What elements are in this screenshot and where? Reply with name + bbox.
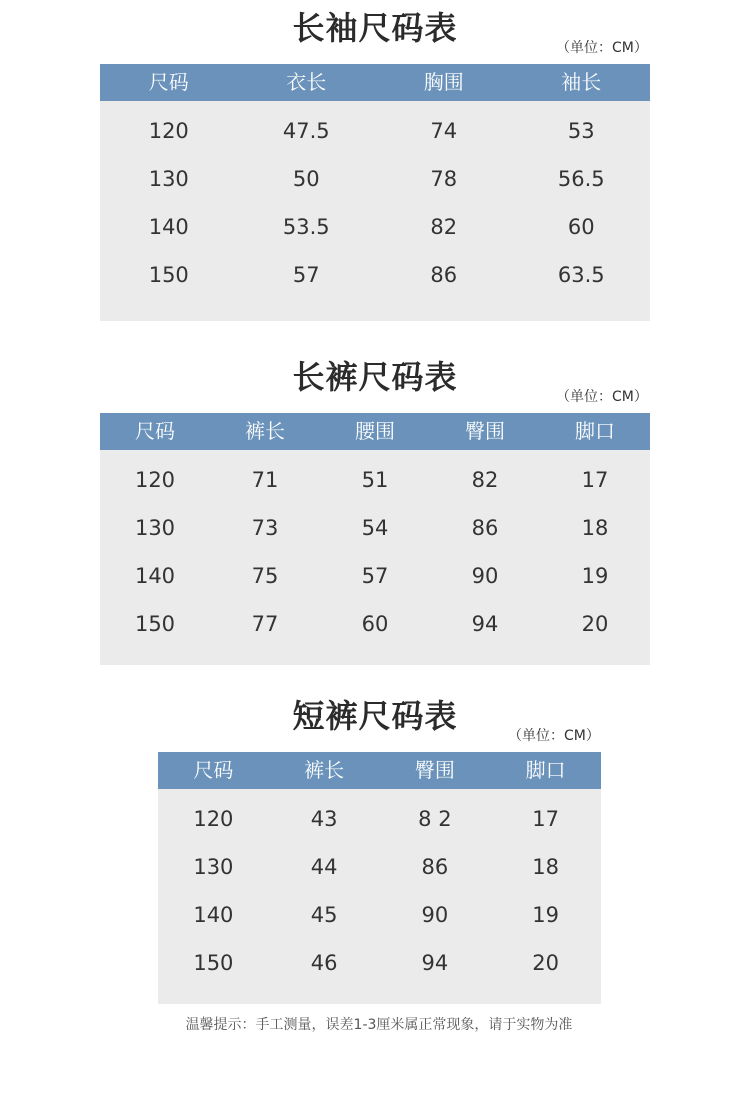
table-header-row	[158, 752, 601, 789]
table-cell: 74	[430, 119, 458, 143]
table-header-row	[100, 413, 650, 450]
table-cell: 18	[532, 855, 559, 879]
table-cell: 90	[421, 903, 449, 927]
table-cell: 86	[421, 855, 449, 879]
table-row	[158, 795, 601, 843]
header-cell: 臀围	[414, 758, 455, 782]
long-sleeve-unit: （单位：CM）	[556, 40, 648, 56]
table-cell: 82	[430, 215, 458, 239]
table-cell: 17	[532, 807, 559, 831]
table-cell: 120	[148, 119, 189, 143]
table-cell: 130	[148, 167, 189, 191]
table-cell: 50	[292, 167, 320, 191]
table-body	[100, 450, 650, 648]
shorts-unit: （单位：CM）	[508, 728, 600, 744]
long-pants-table	[100, 413, 650, 665]
long-pants-title: 长裤尺码表	[292, 358, 458, 396]
table-cell: 18	[581, 516, 609, 540]
table-cell: 120	[193, 807, 234, 831]
table-cell: 20	[581, 612, 609, 636]
table-row	[100, 107, 650, 155]
table-cell: 77	[251, 612, 279, 636]
table-body	[158, 789, 601, 987]
header-cell: 胸围	[423, 70, 464, 94]
table-cell: 53.5	[282, 215, 330, 239]
table-cell: 17	[581, 468, 609, 492]
header-cell: 袖长	[561, 70, 602, 94]
table-cell: 71	[251, 468, 279, 492]
table-cell: 140	[193, 903, 234, 927]
table-cell: 60	[567, 215, 595, 239]
table-cell: 19	[581, 564, 609, 588]
table-cell: 73	[251, 516, 279, 540]
table-cell: 86	[430, 263, 458, 287]
table-cell: 140	[134, 564, 176, 588]
header-cell: 腰围	[355, 419, 395, 443]
table-cell: 150	[134, 612, 176, 636]
header-cell: 臀围	[465, 419, 505, 443]
table-cell: 75	[251, 564, 279, 588]
table-row	[158, 939, 601, 987]
long-pants-unit: （单位：CM）	[556, 389, 648, 405]
shorts-table	[158, 752, 601, 1004]
table-cell: 63.5	[557, 263, 605, 287]
header-cell: 尺码	[193, 758, 234, 782]
table-cell: 94	[421, 951, 449, 975]
table-cell: 94	[471, 612, 499, 636]
table-cell: 86	[471, 516, 499, 540]
table-row	[158, 843, 601, 891]
table-cell: 60	[361, 612, 389, 636]
table-row	[100, 504, 650, 552]
header-cell: 尺码	[148, 70, 189, 94]
table-cell: 8 2	[418, 807, 452, 831]
table-cell: 150	[193, 951, 234, 975]
table-cell: 46	[310, 951, 338, 975]
table-cell: 45	[310, 903, 338, 927]
shorts-title: 短裤尺码表	[292, 697, 458, 735]
table-row	[100, 552, 650, 600]
table-cell: 140	[148, 215, 189, 239]
table-cell: 56.5	[557, 167, 605, 191]
table-cell: 51	[361, 468, 389, 492]
table-cell: 43	[310, 807, 338, 831]
table-row	[100, 203, 650, 251]
header-cell: 裤长	[245, 419, 285, 443]
table-row	[100, 251, 650, 299]
table-cell: 20	[532, 951, 559, 975]
header-cell: 衣长	[286, 70, 327, 94]
table-row	[100, 600, 650, 648]
table-cell: 130	[193, 855, 234, 879]
table-row	[158, 891, 601, 939]
table-cell: 57	[361, 564, 389, 588]
table-cell: 78	[430, 167, 458, 191]
table-cell: 120	[134, 468, 176, 492]
table-cell: 53	[567, 119, 595, 143]
table-cell: 90	[471, 564, 499, 588]
table-cell: 47.5	[282, 119, 330, 143]
table-cell: 19	[532, 903, 559, 927]
table-cell: 150	[148, 263, 189, 287]
table-row	[100, 155, 650, 203]
header-cell: 裤长	[304, 758, 345, 782]
table-header-row	[100, 64, 650, 101]
table-cell: 44	[310, 855, 338, 879]
table-row	[100, 456, 650, 504]
long-sleeve-title: 长袖尺码表	[292, 9, 458, 47]
table-cell: 130	[134, 516, 176, 540]
table-cell: 82	[471, 468, 499, 492]
measurement-note: 温馨提示：手工测量，误差1-3厘米属正常现象，请于实物为准	[185, 1017, 573, 1033]
header-cell: 脚口	[575, 419, 615, 443]
header-cell: 脚口	[525, 758, 566, 782]
long-sleeve-table	[100, 64, 650, 321]
table-cell: 57	[292, 263, 320, 287]
table-body	[100, 101, 650, 299]
header-cell: 尺码	[135, 419, 175, 443]
table-cell: 54	[361, 516, 389, 540]
